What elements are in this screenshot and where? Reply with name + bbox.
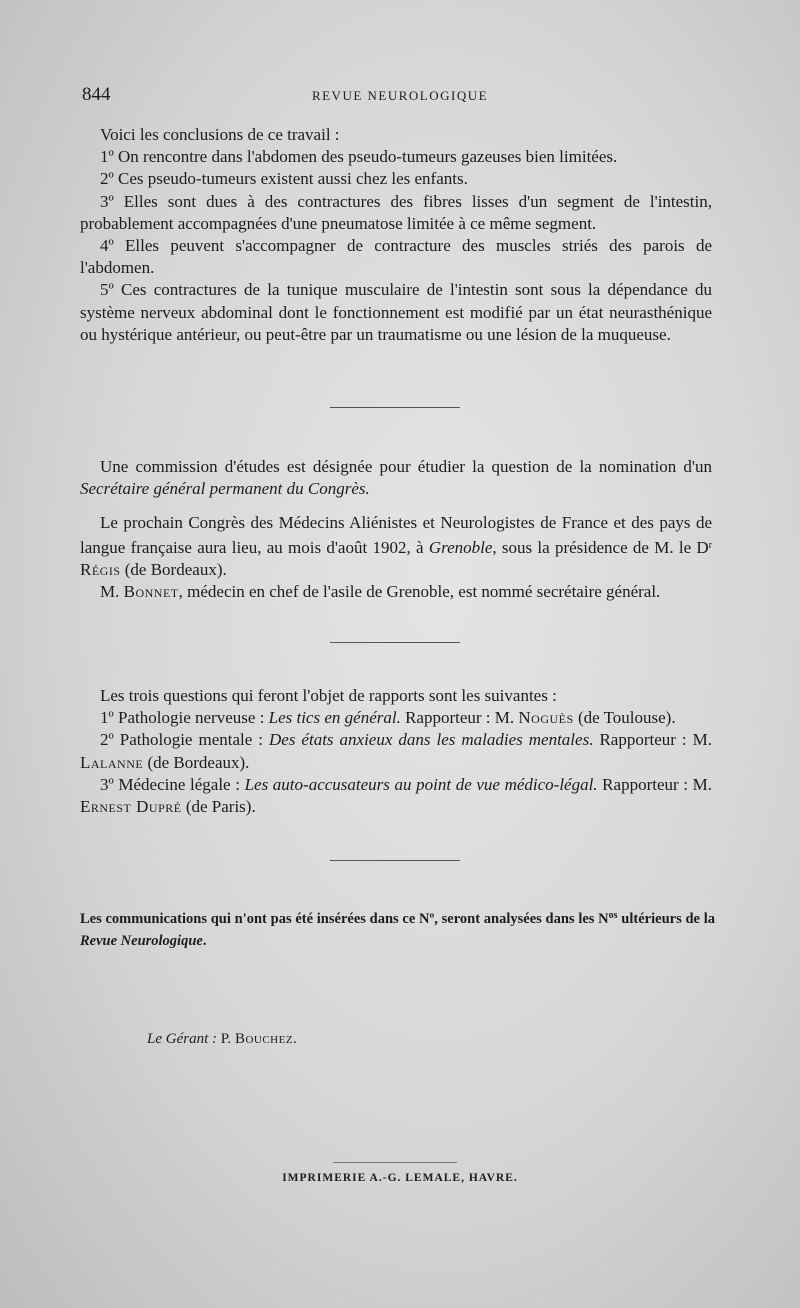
journal-name: Revue Neurologique [80, 932, 203, 949]
question-1-city: (de Toulouse). [573, 708, 676, 728]
section-divider [330, 642, 460, 643]
president-name: Régis [80, 559, 121, 579]
question-3-rapporteur: Rapporteur : M. [597, 774, 712, 794]
commission-italic: Secrétaire général permanent du Congrès. [80, 479, 370, 499]
doctor-sup: r [708, 539, 713, 551]
section-divider [330, 407, 460, 408]
congress-city: Grenoble [428, 537, 493, 557]
conclusions-section [80, 124, 712, 346]
question-2-rapporteur: Rapporteur : M. [593, 730, 713, 750]
question-1-rapporteur: Rapporteur : M. [400, 708, 519, 728]
question-1-name: Noguès [518, 708, 574, 728]
question-2-topic: Des états anxieux dans les maladies mentales. [269, 730, 594, 750]
question-2 [80, 729, 712, 773]
notice-text-2: ultérieurs de la [617, 911, 715, 927]
gerant-initial: P. [220, 1031, 232, 1047]
question-3-topic: Les auto-accusateurs au point de vue médico-légal. [244, 774, 598, 794]
commission-paragraph [80, 456, 712, 500]
conclusion-item-4: 4º Elles peuvent s'accompagner de contracture des muscles striés des parois de l'abdomen. [80, 236, 712, 278]
secretary-name: Bonnet [123, 582, 179, 602]
commission-text: Une commission d'études est désignée pour étudier la question de la nomination d'un [100, 457, 712, 476]
question-3 [80, 774, 712, 818]
gerant-line [147, 1031, 297, 1048]
congress-text-3: (de Bordeaux). [120, 559, 227, 579]
question-1-topic: Les tics en général. [268, 708, 401, 728]
secretary-paragraph [80, 581, 712, 603]
question-2-text: 2º Pathologie mentale : [100, 730, 269, 750]
question-3-name: Ernest Dupré [80, 797, 182, 817]
conclusion-item-5: 5º Ces contractures de la tunique musculaire de l'intestin sont sous la dépendance du système nerveux abdominal dont le fonctionnement est modifié par un état neurasthénique ou hystérique antérieur, ou peut-être par un traumatisme ou une lésion de la muqueuse. [80, 280, 712, 344]
question-2-city: (de Bordeaux). [143, 752, 250, 772]
conclusion-item-3: 3º Elles sont dues à des contractures des fibres lisses d'un segment de l'intestin, probablement accompagnées d'une pneumatose limitée à ce même segment. [80, 191, 712, 233]
communications-notice [80, 905, 715, 952]
congress-text-2: , sous la présidence de M. le D [492, 537, 709, 557]
conclusions-intro: Voici les conclusions de ce travail : [100, 125, 340, 144]
question-1 [80, 707, 712, 729]
questions-intro: Les trois questions qui feront l'objet de rapports sont les suivantes : [100, 686, 557, 705]
conclusion-item-1: 1º On rencontre dans l'abdomen des pseudo-tumeurs gazeuses bien limitées. [100, 147, 618, 167]
conclusion-item-2: 2º Ces pseudo-tumeurs existent aussi chez les enfants. [100, 169, 468, 189]
notice-text-3: . [202, 932, 207, 949]
section-divider [330, 860, 460, 861]
congress-paragraph [80, 512, 712, 581]
printer-imprint: IMPRIMERIE A.-G. LEMALE, HAVRE. [282, 1172, 518, 1184]
question-1-text: 1º Pathologie nerveuse : [100, 708, 269, 728]
gerant-name: Bouchez. [234, 1031, 298, 1047]
questions-section [80, 685, 712, 818]
gerant-label: Le Gérant : [147, 1031, 217, 1047]
secretary-text: M. [100, 582, 124, 602]
question-2-name: Lalanne [80, 752, 144, 772]
footer-rule [333, 1162, 457, 1163]
question-3-city: (de Paris). [181, 797, 256, 817]
secretary-text-2: , médecin en chef de l'asile de Grenoble, est nommé secrétaire général. [178, 582, 661, 602]
commission-section [80, 456, 712, 603]
congress-text: Le prochain Congrès des Médecins Aliénistes et Neurologistes de France et des pays de langue française aura lieu, au mois d'août 1902, à [80, 513, 712, 557]
page-number: 844 [82, 84, 111, 105]
notice-text: Les communications qui n'ont pas été insérées dans ce Nº, seront analysées dans les N [80, 911, 609, 927]
question-3-text: 3º Médecine légale : [100, 774, 245, 794]
notice-sup: os [608, 910, 618, 921]
running-title: REVUE NEUROLOGIQUE [311, 88, 489, 103]
